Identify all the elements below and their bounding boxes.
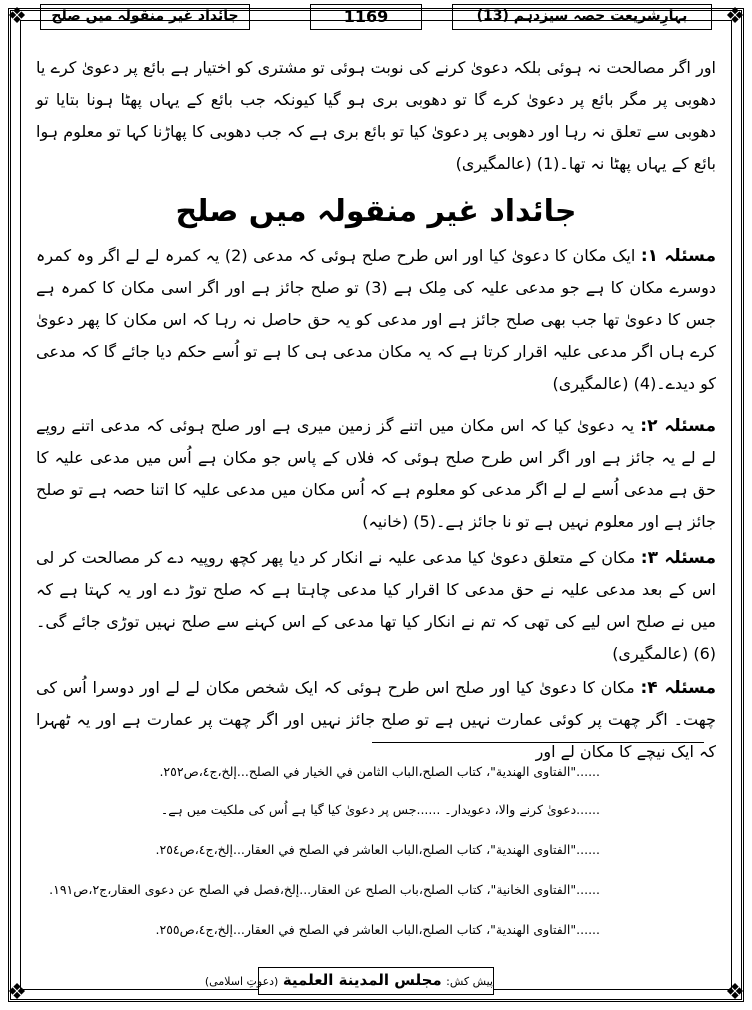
masala-label: مسئلہ ۴: [640, 678, 716, 698]
masala-label: مسئلہ ۳: [640, 548, 716, 568]
footnote-2: ......دعویٰ کرنے والا، دعویدار۔ ......جس پر دعویٰ کیا گیا ہے اُس کی ملکیت میں ہے۔ [160, 802, 600, 817]
footnote-3: ......"الفتاوى الهندية"، كتاب الصلح،الباب العاشر في الصلح في العقار...إلخ،ج٤،ص٢٥٤. [155, 842, 600, 857]
masala-2 [36, 410, 716, 538]
book-title: بہارِشریعت حصہ سیزدہم (13) [452, 4, 712, 30]
page-footer [204, 967, 494, 995]
footnote-4: ......"الفتاوى الخانية"، كتاب الصلح،باب الصلح عن العقار...إلخ،فصل في الصلح عن دعوى العقار،ج٢،ص١٩١. [49, 882, 600, 897]
masala-text: یہ دعویٰ کیا کہ اس مکان میں اتنے گز زمین میری ہے اور صلح ہوئی کہ مدعی اتنے روپے لے لے یہ جائز ہے اور اگر اس طرح صلح ہوئی کہ فلاں کے پاس جو مکان ہے اُس میں مدعی علیہ کا حق ہے مدعی اُسے لے لے اگر مدعی کو معلوم ہے کہ اُس مکان میں مدعی علیہ کا اتنا حصہ ہے تو صلح جائز ہے اور معلوم نہیں ہے تو نا جائز ہے۔(5) (خانیہ) [36, 416, 716, 531]
masala-4 [36, 672, 716, 768]
footer-suffix: (دعوتِ اسلامی) [204, 975, 279, 988]
intro-text: اور اگر مصالحت نہ ہوئی بلکہ دعویٰ کرنے کی نوبت ہوئی تو مشتری کو اختیار ہے بائع پر دعویٰ کرے یا دھوبی پر مگر بائع پر دعویٰ کرے گا تو دھوبی بری ہو گیا کیونکہ جب بائع کے یہاں پھٹا ہونا بتایا تو دھوبی سے تعلق نہ رہا اور دھوبی پر دعویٰ کیا تو بائع بری ہے کہ جب دھوبی کا پھاڑنا کہا تو معلوم ہوا بائع کے یہاں پھٹا نہ تھا۔(1) (عالمگیری) [36, 58, 716, 173]
corner-ornament-icon: ❖ [725, 4, 745, 29]
masala-label: مسئلہ ۲: [640, 416, 716, 436]
section-heading: جائداد غیر منقولہ میں صلح [175, 194, 577, 229]
masala-text: ایک مکان کا دعویٰ کیا اور اس طرح صلح ہوئی کہ مدعی (2) یہ کمرہ لے لے اگر وہ کمرہ دوسرے مکان کا ہے جو مدعی علیہ کی مِلک ہے (3) تو صلح جائز ہے اور اگر اسی مکان کا کمرہ ہے جس کا دعویٰ تھا جب بھی صلح جائز ہے اور مدعی کو یہ حق حاصل نہ رہا کہ اس مکان کا پھر دعویٰ کرے ہاں اگر مدعی علیہ اقرار کرتا ہے کہ یہ مکان مدعی ہی کا ہے تو اُسے حکم دیا جائے گا کہ مدعی کو دیدے۔(4) (عالمگیری) [36, 246, 717, 393]
footnote-1: ......"الفتاوى الهندية"، كتاب الصلح،الباب الثامن في الخيار في الصلح...إلخ،ج٤،ص٢٥٢. [159, 764, 600, 779]
corner-ornament-icon: ❖ [725, 980, 745, 1005]
footer-prefix: پیش کش: [446, 975, 493, 988]
footnote-5: ......"الفتاوى الهندية"، كتاب الصلح،الباب العاشر في الصلح في العقار...إلخ،ج٤،ص٢٥٥. [155, 922, 600, 937]
masala-3 [36, 542, 716, 670]
masala-text: مکان کے متعلق دعویٰ کیا مدعی علیہ نے انکار کر دیا پھر کچھ روپیہ دے کر مصالحت کر لی اس کے بعد مدعی علیہ نے حق مدعی کا اقرار کیا مدعی چاہتا ہے کہ صلح توڑ دے اور یہ کہتا ہے کہ میں نے صلح اس لیے کی تھی کہ تم نے انکار کیا تھا مدعی کے اس کہنے سے صلح نہیں توڑی جائے گی۔(6) (عالمگیری) [36, 548, 716, 663]
corner-ornament-icon: ❖ [7, 4, 27, 29]
masala-text: مکان کا دعویٰ کیا اور صلح اس طرح ہوئی کہ ایک شخص مکان لے لے اور دوسرا اُس کی چھت۔ اگر چھت پر کوئی عمارت نہیں ہے تو صلح جائز نہیں اور اگر چھت پر عمارت ہے اور یہ ٹھہرا کہ ایک نیچے کا مکان لے اور [36, 678, 716, 761]
footnote-separator [372, 742, 704, 743]
intro-paragraph [36, 52, 716, 180]
page-number: 1169 [310, 4, 422, 30]
masala-label: مسئلہ ۱: [640, 246, 717, 266]
chapter-title: جائداد غیر منقولہ میں صلح [40, 4, 250, 30]
page-header [40, 4, 712, 34]
footer-publisher: مجلس المدينة العلمية [282, 971, 442, 989]
masala-1 [36, 240, 716, 400]
corner-ornament-icon: ❖ [7, 980, 27, 1005]
